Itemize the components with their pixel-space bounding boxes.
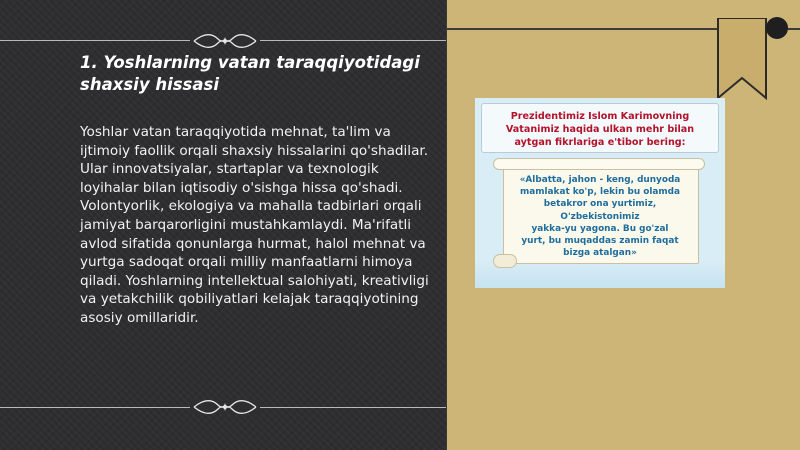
flourish-top-icon (190, 30, 260, 52)
card-heading-line: Prezidentimiz Islom Karimovning (510, 111, 690, 122)
quote-line: betakror ona yurtimiz, (543, 199, 657, 210)
card-heading-line: aytgan fikrlariga e'tibor bering: (514, 137, 686, 148)
card-heading-line: Vatanimiz haqida ulkan mehr bilan (505, 124, 695, 135)
scroll-graphic (493, 158, 705, 268)
quote-line: yurt, bu muqaddas zamin faqat (521, 236, 679, 247)
quote-image-card (475, 98, 725, 288)
card-quote (503, 174, 697, 259)
quote-line: bizga atalgan» (563, 248, 637, 259)
flourish-bottom-icon (190, 396, 260, 418)
quote-line: mamlakat ko'p, lekin bu olamda (520, 187, 680, 198)
scroll-top-roll (493, 158, 705, 170)
slide-paragraph: Yoshlar vatan taraqqiyotida mehnat, ta'lim va ijtimoiy faollik orqali shaxsiy hissalarini qo'shadilar. Ular innovatsiyalar, startaplar va texnologik loyihalar bilan iqtisodiy o'sishga hissa qo'shadi. Volontyorlik, ekologiya va mahalla tadbirlari orqali jamiyat barqarorligini mustahkamlaydi. Ma'rifatli avlod sifatida qonunlarga hurmat, halol mehnat va yurtga sadoqat orqali milliy manfaatlarni himoya qiladi. Yoshlarning intellektual salohiyati, kreativligi va yetakchilik qobiliyatlari kelajak taraqqiyotining asosiy omillaridir. (80, 124, 429, 326)
quote-line: «Albatta, jahon - keng, dunyoda (519, 175, 681, 185)
card-heading (481, 103, 719, 153)
dark-circle-icon (766, 17, 788, 39)
quote-line: O'zbekistonimiz (560, 211, 640, 222)
slide-heading: 1. Yoshlarning vatan taraqqiyotidagi shaxsiy hissasi (80, 53, 420, 94)
quote-line: yakka-yu yagona. Bu go'zal (531, 223, 669, 234)
bookmark-ribbon-icon (716, 18, 768, 100)
